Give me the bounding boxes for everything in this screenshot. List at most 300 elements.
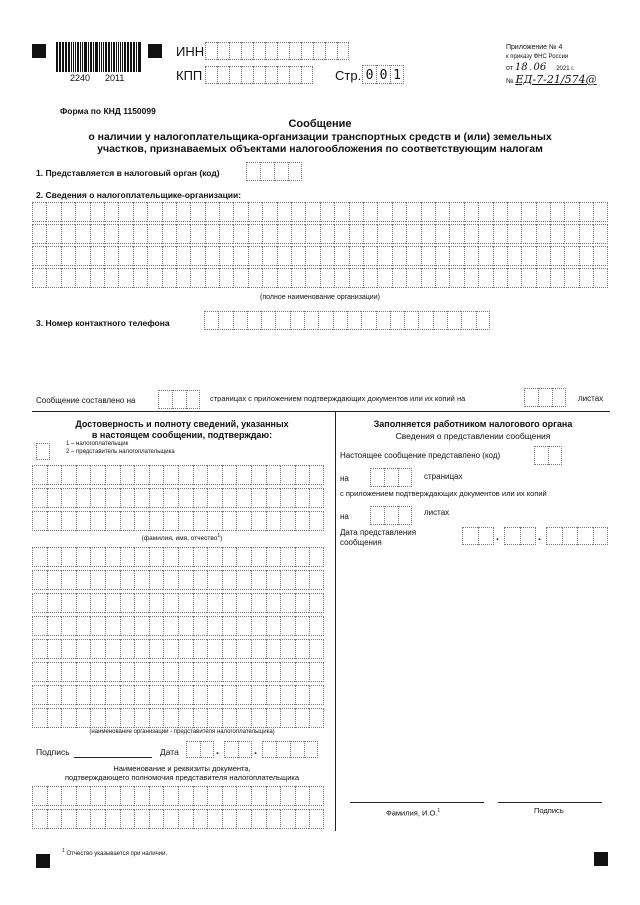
input-cell[interactable] [61,616,76,636]
rep-org-row-4[interactable] [32,616,324,636]
input-cell[interactable] [236,593,251,613]
input-cell[interactable] [149,511,164,531]
input-cell[interactable] [251,809,266,829]
input-cell[interactable] [295,809,310,829]
input-cell[interactable] [277,224,291,244]
input-cell[interactable] [536,246,550,266]
input-cell[interactable] [309,786,324,806]
input-cell[interactable] [219,268,233,288]
date-month-cells-left[interactable] [224,741,252,758]
input-cell[interactable] [524,388,538,407]
input-cell[interactable] [384,468,398,487]
input-cell[interactable] [133,246,147,266]
input-cell[interactable] [593,268,607,288]
input-cell[interactable] [190,224,204,244]
input-cell[interactable] [493,246,507,266]
input-cell[interactable] [76,639,91,659]
input-cell[interactable] [61,224,75,244]
input-cell[interactable] [178,511,193,531]
input-cell[interactable] [105,639,120,659]
input-cell[interactable] [320,202,334,222]
input-cell[interactable] [305,268,319,288]
input-cell[interactable] [32,708,47,728]
input-cell[interactable] [105,786,120,806]
input-cell[interactable] [421,246,435,266]
input-cell[interactable] [222,511,237,531]
input-cell[interactable] [163,593,178,613]
input-cell[interactable] [90,708,105,728]
input-cell[interactable] [304,741,318,758]
input-cell[interactable] [577,527,593,545]
input-cell[interactable] [320,268,334,288]
input-cell[interactable] [75,224,89,244]
input-cell[interactable] [222,809,237,829]
input-cell[interactable] [134,547,149,567]
input-cell[interactable] [233,268,247,288]
doc-row-1[interactable] [32,786,324,806]
input-cell[interactable] [120,616,135,636]
input-cell[interactable] [449,224,463,244]
input-cell[interactable] [266,465,281,485]
input-cell[interactable] [32,593,47,613]
input-cell[interactable] [186,390,200,409]
input-cell[interactable] [47,786,62,806]
input-cell[interactable] [406,202,420,222]
input-cell[interactable] [76,593,91,613]
input-cell[interactable] [449,202,463,222]
input-cell[interactable] [236,616,251,636]
input-cell[interactable] [162,246,176,266]
input-cell[interactable] [105,547,120,567]
input-cell[interactable] [538,388,552,407]
input-cell[interactable] [337,42,349,60]
input-cell[interactable] [295,465,310,485]
input-cell[interactable] [217,42,229,60]
input-cell[interactable] [75,268,89,288]
input-cell[interactable] [61,488,76,508]
input-cell[interactable] [90,547,105,567]
confirmer-type-cell[interactable] [36,443,50,460]
input-cell[interactable] [276,741,290,758]
input-cell[interactable] [265,66,277,84]
input-cell[interactable] [309,662,324,682]
input-cell[interactable] [32,639,47,659]
input-cell[interactable] [76,488,91,508]
input-cell[interactable] [222,639,237,659]
input-cell[interactable] [46,224,60,244]
input-cell[interactable] [105,511,120,531]
input-cell[interactable] [550,224,564,244]
input-cell[interactable] [149,809,164,829]
input-cell[interactable] [309,511,324,531]
input-cell[interactable] [90,224,104,244]
kpp-cells[interactable] [205,66,313,84]
input-cell[interactable] [32,488,47,508]
input-cell[interactable] [363,246,377,266]
input-cell[interactable] [176,224,190,244]
input-cell[interactable] [193,488,208,508]
right-date-year-cells[interactable] [546,527,608,545]
input-cell[interactable] [32,224,46,244]
input-cell[interactable] [32,685,47,705]
input-cell[interactable] [149,786,164,806]
input-cell[interactable] [376,311,390,330]
input-cell[interactable] [190,268,204,288]
input-cell[interactable] [280,662,295,682]
input-cell[interactable] [266,593,281,613]
input-cell[interactable] [266,708,281,728]
input-cell[interactable] [248,202,262,222]
input-cell[interactable] [266,511,281,531]
input-cell[interactable] [75,246,89,266]
input-cell[interactable] [134,511,149,531]
input-cell[interactable] [248,224,262,244]
input-cell[interactable] [478,527,494,545]
input-cell[interactable] [32,809,47,829]
inn-cells[interactable] [205,42,349,60]
input-cell[interactable] [32,465,47,485]
input-cell[interactable] [207,662,222,682]
input-cell[interactable] [564,268,578,288]
input-cell[interactable] [236,809,251,829]
input-cell[interactable] [120,488,135,508]
input-cell[interactable] [251,786,266,806]
input-cell[interactable] [536,224,550,244]
input-cell[interactable] [421,202,435,222]
input-cell[interactable] [309,616,324,636]
input-cell[interactable] [325,42,337,60]
input-cell[interactable] [579,246,593,266]
sheets-count-cells[interactable] [524,388,566,407]
input-cell[interactable] [377,268,391,288]
input-cell[interactable] [193,809,208,829]
input-cell[interactable] [90,662,105,682]
input-cell[interactable] [61,809,76,829]
input-cell[interactable] [266,616,281,636]
input-cell[interactable] [61,511,76,531]
input-cell[interactable] [163,685,178,705]
input-cell[interactable] [363,224,377,244]
input-cell[interactable] [507,246,521,266]
input-cell[interactable] [478,246,492,266]
input-cell[interactable] [149,570,164,590]
input-cell[interactable] [76,570,91,590]
input-cell[interactable] [47,465,62,485]
org-name-row-2[interactable] [32,224,608,244]
input-cell[interactable] [236,488,251,508]
input-cell[interactable] [478,202,492,222]
input-cell[interactable] [176,202,190,222]
input-cell[interactable] [105,662,120,682]
input-cell[interactable] [61,268,75,288]
input-cell[interactable] [289,42,301,60]
input-cell[interactable] [105,708,120,728]
input-cell[interactable] [435,268,449,288]
input-cell[interactable] [162,202,176,222]
input-cell[interactable] [61,685,76,705]
input-cell[interactable] [280,547,295,567]
input-cell[interactable] [147,202,161,222]
input-cell[interactable] [134,465,149,485]
input-cell[interactable] [163,616,178,636]
input-cell[interactable] [207,511,222,531]
input-cell[interactable] [186,741,200,758]
input-cell[interactable] [76,465,91,485]
input-cell[interactable] [309,809,324,829]
input-cell[interactable] [178,488,193,508]
date-year-cells-left[interactable] [262,741,318,758]
input-cell[interactable] [392,224,406,244]
input-cell[interactable] [507,224,521,244]
input-cell[interactable] [251,570,266,590]
input-cell[interactable] [265,42,277,60]
input-cell[interactable] [133,224,147,244]
input-cell[interactable] [398,468,412,487]
input-cell[interactable] [207,685,222,705]
input-cell[interactable] [207,547,222,567]
input-cell[interactable] [134,685,149,705]
input-cell[interactable] [280,809,295,829]
input-cell[interactable] [301,66,313,84]
input-cell[interactable] [207,570,222,590]
input-cell[interactable] [295,593,310,613]
input-cell[interactable] [347,311,361,330]
input-cell[interactable] [205,246,219,266]
input-cell[interactable] [280,488,295,508]
input-cell[interactable] [193,685,208,705]
input-cell[interactable] [46,268,60,288]
input-cell[interactable] [61,786,76,806]
input-cell[interactable] [236,786,251,806]
input-cell[interactable] [149,488,164,508]
input-cell[interactable] [349,202,363,222]
input-cell[interactable] [163,809,178,829]
input-cell[interactable] [349,246,363,266]
input-cell[interactable] [363,202,377,222]
input-cell[interactable] [104,268,118,288]
input-cell[interactable] [266,685,281,705]
input-cell[interactable] [546,527,562,545]
input-cell[interactable] [464,268,478,288]
input-cell[interactable] [193,616,208,636]
input-cell[interactable] [447,311,461,330]
input-cell[interactable] [120,786,135,806]
input-cell[interactable] [47,511,62,531]
input-cell[interactable] [241,42,253,60]
input-cell[interactable] [251,616,266,636]
input-cell[interactable] [149,616,164,636]
input-cell[interactable] [178,570,193,590]
input-cell[interactable] [163,570,178,590]
input-cell[interactable] [280,593,295,613]
rep-org-row-2[interactable] [32,570,324,590]
input-cell[interactable] [593,202,607,222]
input-cell[interactable] [178,465,193,485]
input-cell[interactable] [47,685,62,705]
rep-org-row-6[interactable] [32,662,324,682]
input-cell[interactable] [149,685,164,705]
input-cell[interactable] [593,527,609,545]
input-cell[interactable] [521,202,535,222]
input-cell[interactable] [178,662,193,682]
input-cell[interactable] [207,488,222,508]
input-cell[interactable] [291,202,305,222]
input-cell[interactable] [280,465,295,485]
input-cell[interactable] [266,547,281,567]
input-cell[interactable] [449,246,463,266]
input-cell[interactable] [193,662,208,682]
input-cell[interactable] [404,311,418,330]
input-cell[interactable] [277,202,291,222]
input-cell[interactable] [90,786,105,806]
input-cell[interactable] [205,66,217,84]
input-cell[interactable] [266,570,281,590]
input-cell[interactable] [320,246,334,266]
input-cell[interactable] [309,593,324,613]
input-cell[interactable] [390,311,404,330]
input-cell[interactable] [251,465,266,485]
input-cell[interactable] [521,246,535,266]
input-cell[interactable] [433,311,447,330]
input-cell[interactable] [536,268,550,288]
input-cell[interactable] [248,246,262,266]
input-cell[interactable] [222,570,237,590]
input-cell[interactable] [176,246,190,266]
input-cell[interactable] [76,662,91,682]
input-cell[interactable] [32,202,46,222]
input-cell[interactable] [334,268,348,288]
input-cell[interactable] [251,593,266,613]
input-cell[interactable] [370,468,384,487]
input-cell[interactable] [238,741,252,758]
input-cell[interactable] [207,708,222,728]
input-cell[interactable] [32,570,47,590]
input-cell[interactable] [134,616,149,636]
input-cell[interactable] [290,741,304,758]
input-cell[interactable] [47,547,62,567]
input-cell[interactable] [76,511,91,531]
input-cell[interactable] [309,570,324,590]
input-cell[interactable] [207,809,222,829]
input-cell[interactable] [32,616,47,636]
input-cell[interactable] [149,708,164,728]
input-cell[interactable] [163,465,178,485]
input-cell[interactable] [222,685,237,705]
right-pages-cells[interactable] [370,468,412,487]
input-cell[interactable] [149,465,164,485]
input-cell[interactable] [377,246,391,266]
input-cell[interactable] [118,268,132,288]
input-cell[interactable] [593,246,607,266]
input-cell[interactable] [90,570,105,590]
input-cell[interactable] [120,685,135,705]
input-cell[interactable] [334,202,348,222]
input-cell[interactable] [280,616,295,636]
input-cell[interactable] [277,246,291,266]
input-cell[interactable] [295,708,310,728]
input-cell[interactable] [163,662,178,682]
input-cell[interactable] [104,202,118,222]
input-cell[interactable] [236,662,251,682]
input-cell[interactable] [105,570,120,590]
input-cell[interactable] [134,570,149,590]
input-cell[interactable] [593,224,607,244]
input-cell[interactable] [462,527,478,545]
input-cell[interactable] [521,268,535,288]
input-cell[interactable] [147,224,161,244]
input-cell[interactable] [266,488,281,508]
input-cell[interactable] [349,224,363,244]
input-cell[interactable] [229,66,241,84]
input-cell[interactable] [190,246,204,266]
input-cell[interactable] [205,224,219,244]
input-cell[interactable] [178,809,193,829]
input-cell[interactable] [233,311,247,330]
input-cell[interactable] [548,446,562,465]
input-cell[interactable] [464,202,478,222]
input-cell[interactable] [193,708,208,728]
input-cell[interactable] [295,570,310,590]
input-cell[interactable] [76,786,91,806]
input-cell[interactable] [295,662,310,682]
input-cell[interactable] [222,708,237,728]
input-cell[interactable] [233,224,247,244]
doc-row-2[interactable] [32,809,324,829]
input-cell[interactable] [262,246,276,266]
input-cell[interactable] [134,639,149,659]
input-cell[interactable] [236,547,251,567]
input-cell[interactable] [162,224,176,244]
input-cell[interactable] [134,809,149,829]
input-cell[interactable] [222,488,237,508]
input-cell[interactable] [76,547,91,567]
input-cell[interactable] [222,547,237,567]
input-cell[interactable] [176,268,190,288]
fio-line-right[interactable] [350,802,484,803]
input-cell[interactable] [236,511,251,531]
input-cell[interactable] [251,639,266,659]
input-cell[interactable] [320,224,334,244]
input-cell[interactable] [579,202,593,222]
input-cell[interactable] [564,246,578,266]
input-cell[interactable] [236,685,251,705]
input-cell[interactable] [47,639,62,659]
input-cell[interactable] [178,616,193,636]
input-cell[interactable] [76,685,91,705]
input-cell[interactable] [224,741,238,758]
input-cell[interactable] [349,268,363,288]
input-cell[interactable] [120,511,135,531]
org-name-row-1[interactable] [32,202,608,222]
rep-org-row-3[interactable] [32,593,324,613]
org-name-row-4[interactable] [32,268,608,288]
input-cell[interactable] [262,202,276,222]
input-cell[interactable] [61,465,76,485]
input-cell[interactable] [105,809,120,829]
input-cell[interactable] [149,662,164,682]
input-cell[interactable] [76,809,91,829]
input-cell[interactable] [47,616,62,636]
input-cell[interactable] [105,685,120,705]
input-cell[interactable] [163,511,178,531]
input-cell[interactable] [305,224,319,244]
input-cell[interactable] [291,268,305,288]
input-cell[interactable] [120,570,135,590]
input-cell[interactable] [384,506,398,525]
input-cell[interactable] [162,268,176,288]
input-cell[interactable] [504,527,520,545]
input-cell[interactable] [301,42,313,60]
